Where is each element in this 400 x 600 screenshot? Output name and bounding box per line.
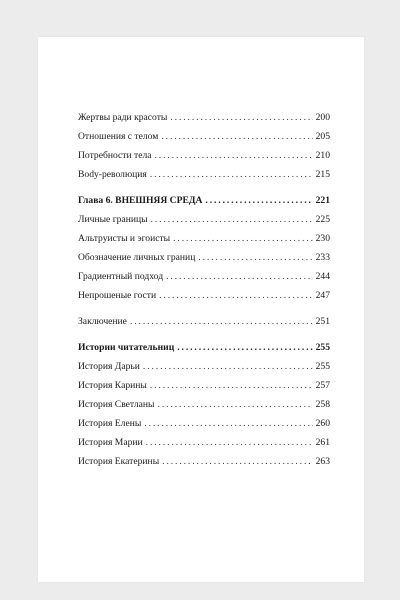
toc-chapter-heading bbox=[78, 193, 330, 209]
toc-entry bbox=[78, 454, 330, 470]
toc-entry-title: Градиентный подход bbox=[78, 271, 164, 282]
toc-entry-title: История Елены bbox=[78, 418, 142, 429]
toc-entry bbox=[78, 416, 330, 432]
toc-entry-page: 244 bbox=[315, 271, 330, 282]
toc-entry-title: История Карины bbox=[78, 380, 147, 391]
dot-leader bbox=[158, 397, 313, 413]
dot-leader bbox=[161, 129, 312, 145]
dot-leader bbox=[144, 416, 312, 432]
dot-leader bbox=[130, 314, 313, 330]
toc-entry-page: 215 bbox=[315, 169, 330, 180]
toc-entry-page: 255 bbox=[315, 361, 330, 372]
toc-entry bbox=[78, 231, 330, 247]
toc-entry-page: 210 bbox=[315, 150, 330, 161]
toc-entry-page: 230 bbox=[315, 233, 330, 244]
dot-leader bbox=[150, 378, 313, 394]
toc-entry bbox=[78, 269, 330, 285]
toc-entry-title: Непрошеные гости bbox=[78, 290, 157, 301]
dot-leader bbox=[170, 110, 312, 126]
toc-entry bbox=[78, 359, 330, 375]
toc-entry-title: История Дарьи bbox=[78, 361, 140, 372]
dot-leader bbox=[166, 269, 313, 285]
toc-entry bbox=[78, 212, 330, 228]
toc-entry-title: Глава 6. ВНЕШНЯЯ СРЕДА bbox=[78, 195, 203, 206]
toc-entry-title: Отношения с телом bbox=[78, 131, 159, 142]
dot-leader bbox=[155, 148, 313, 164]
toc-entry-title: Личные границы bbox=[78, 214, 148, 225]
toc-entry-page: 251 bbox=[315, 316, 330, 327]
toc-entry-page: 205 bbox=[315, 131, 330, 142]
toc-entry-title: Жертвы ради красоты bbox=[78, 112, 168, 123]
toc-entry-title: Заключение bbox=[78, 316, 127, 327]
dot-leader bbox=[205, 193, 312, 209]
toc-chapter-heading bbox=[78, 340, 330, 356]
toc-entry-page: 233 bbox=[315, 252, 330, 263]
toc-entry-page: 221 bbox=[315, 195, 330, 206]
toc-entry bbox=[78, 250, 330, 266]
dot-leader bbox=[173, 231, 313, 247]
toc-entry-page: 247 bbox=[315, 290, 330, 301]
dot-leader bbox=[151, 212, 313, 228]
toc-entry bbox=[78, 129, 330, 145]
toc-entry-page: 225 bbox=[315, 214, 330, 225]
toc-entry bbox=[78, 314, 330, 330]
toc-entry bbox=[78, 148, 330, 164]
dot-leader bbox=[143, 359, 313, 375]
dot-leader bbox=[162, 454, 312, 470]
toc-entry bbox=[78, 167, 330, 183]
toc-entry-title: История Светланы bbox=[78, 399, 155, 410]
toc-entry bbox=[78, 378, 330, 394]
toc-entry-title: История Екатерины bbox=[78, 456, 160, 467]
toc-entry-page: 258 bbox=[315, 399, 330, 410]
toc-entry-title: Обозначение личных границ bbox=[78, 252, 196, 263]
toc-entry bbox=[78, 110, 330, 126]
toc-entry-title: История Марии bbox=[78, 437, 143, 448]
toc-entry-title: Истории читательниц bbox=[78, 342, 175, 353]
dot-leader bbox=[146, 435, 313, 451]
dot-leader bbox=[177, 340, 312, 356]
toc-entry-page: 200 bbox=[315, 112, 330, 123]
toc-entry-page: 257 bbox=[315, 380, 330, 391]
toc-entry-title: Потребности тела bbox=[78, 150, 152, 161]
book-page bbox=[38, 37, 364, 582]
toc-entry-page: 263 bbox=[315, 456, 330, 467]
toc-entry bbox=[78, 288, 330, 304]
dot-leader bbox=[159, 288, 312, 304]
dot-leader bbox=[150, 167, 313, 183]
toc-entry-page: 261 bbox=[315, 437, 330, 448]
toc-entry-title: Альтруисты и эгоисты bbox=[78, 233, 171, 244]
toc-entry-page: 255 bbox=[315, 342, 330, 353]
toc-entry-page: 260 bbox=[315, 418, 330, 429]
toc-entry bbox=[78, 435, 330, 451]
toc-entry-title: Body-революция bbox=[78, 169, 147, 180]
toc-entry bbox=[78, 397, 330, 413]
dot-leader bbox=[198, 250, 312, 266]
